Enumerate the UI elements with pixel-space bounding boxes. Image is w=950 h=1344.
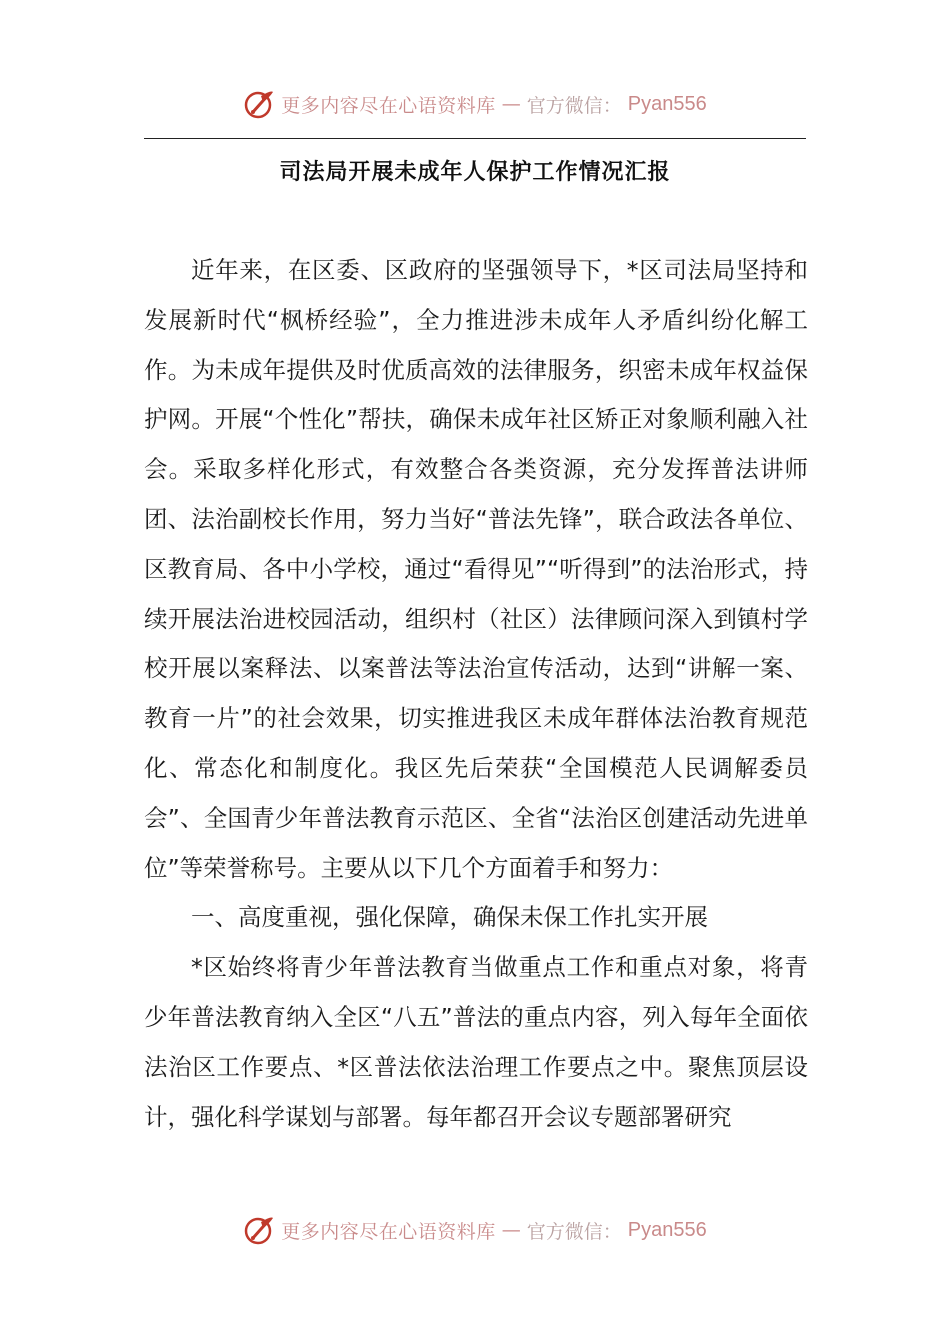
quill-logo-icon	[243, 88, 275, 120]
watermark-separator: —	[501, 93, 521, 115]
watermark-wechat-id: Pyan556	[627, 92, 707, 115]
header-divider	[144, 138, 806, 139]
watermark-text: 更多内容尽在心语资料库	[281, 94, 496, 117]
document-body	[144, 246, 808, 1142]
section-heading-1: 一、高度重视，强化保障，确保未保工作扎实开展	[191, 903, 708, 932]
watermark-official-label: 官方微信：	[526, 94, 622, 117]
watermark-official-label: 官方微信：	[526, 1220, 622, 1243]
quill-logo-icon	[243, 1214, 275, 1246]
watermark-text: 更多内容尽在心语资料库	[281, 1220, 496, 1243]
header-watermark	[0, 84, 950, 124]
paragraph-section-1: *区始终将青少年普法教育当做重点工作和重点对象，将青少年普法教育纳入全区“八五”普法的重点内容，列入每年全面依法治区工作要点、*区普法依法治理工作要点之中。聚焦顶层设计，强化科学谋划与部署。每年都召开会议专题部署研究	[144, 953, 808, 1131]
watermark-separator: —	[501, 1219, 521, 1241]
paragraph-intro: 近年来，在区委、区政府的坚强领导下，*区司法局坚持和发展新时代“枫桥经验”，全力推进涉未成年人矛盾纠纷化解工作。为未成年提供及时优质高效的法律服务，织密未成年权益保护网。开展“个性化”帮扶，确保未成年社区矫正对象顺利融入社会。采取多样化形式，有效整合各类资源，充分发挥普法讲师团、法治副校长作用，努力当好“普法先锋”，联合政法各单位、区教育局、各中小学校，通过“看得见”“听得到”的法治形式，持续开展法治进校园活动，组织村（社区）法律顾问深入到镇村学校开展以案释法、以案普法等法治宣传活动，达到“讲解一案、教育一片”的社会效果，切实推进我区未成年群体法治教育规范化、常态化和制度化。我区先后荣获“全国模范人民调解委员会”、全国青少年普法教育示范区、全省“法治区创建活动先进单位”等荣誉称号。主要从以下几个方面着手和努力：	[144, 256, 808, 882]
watermark-wechat-id: Pyan556	[627, 1218, 707, 1241]
footer-watermark	[0, 1210, 950, 1250]
document-title: 司法局开展未成年人保护工作情况汇报	[279, 160, 671, 185]
